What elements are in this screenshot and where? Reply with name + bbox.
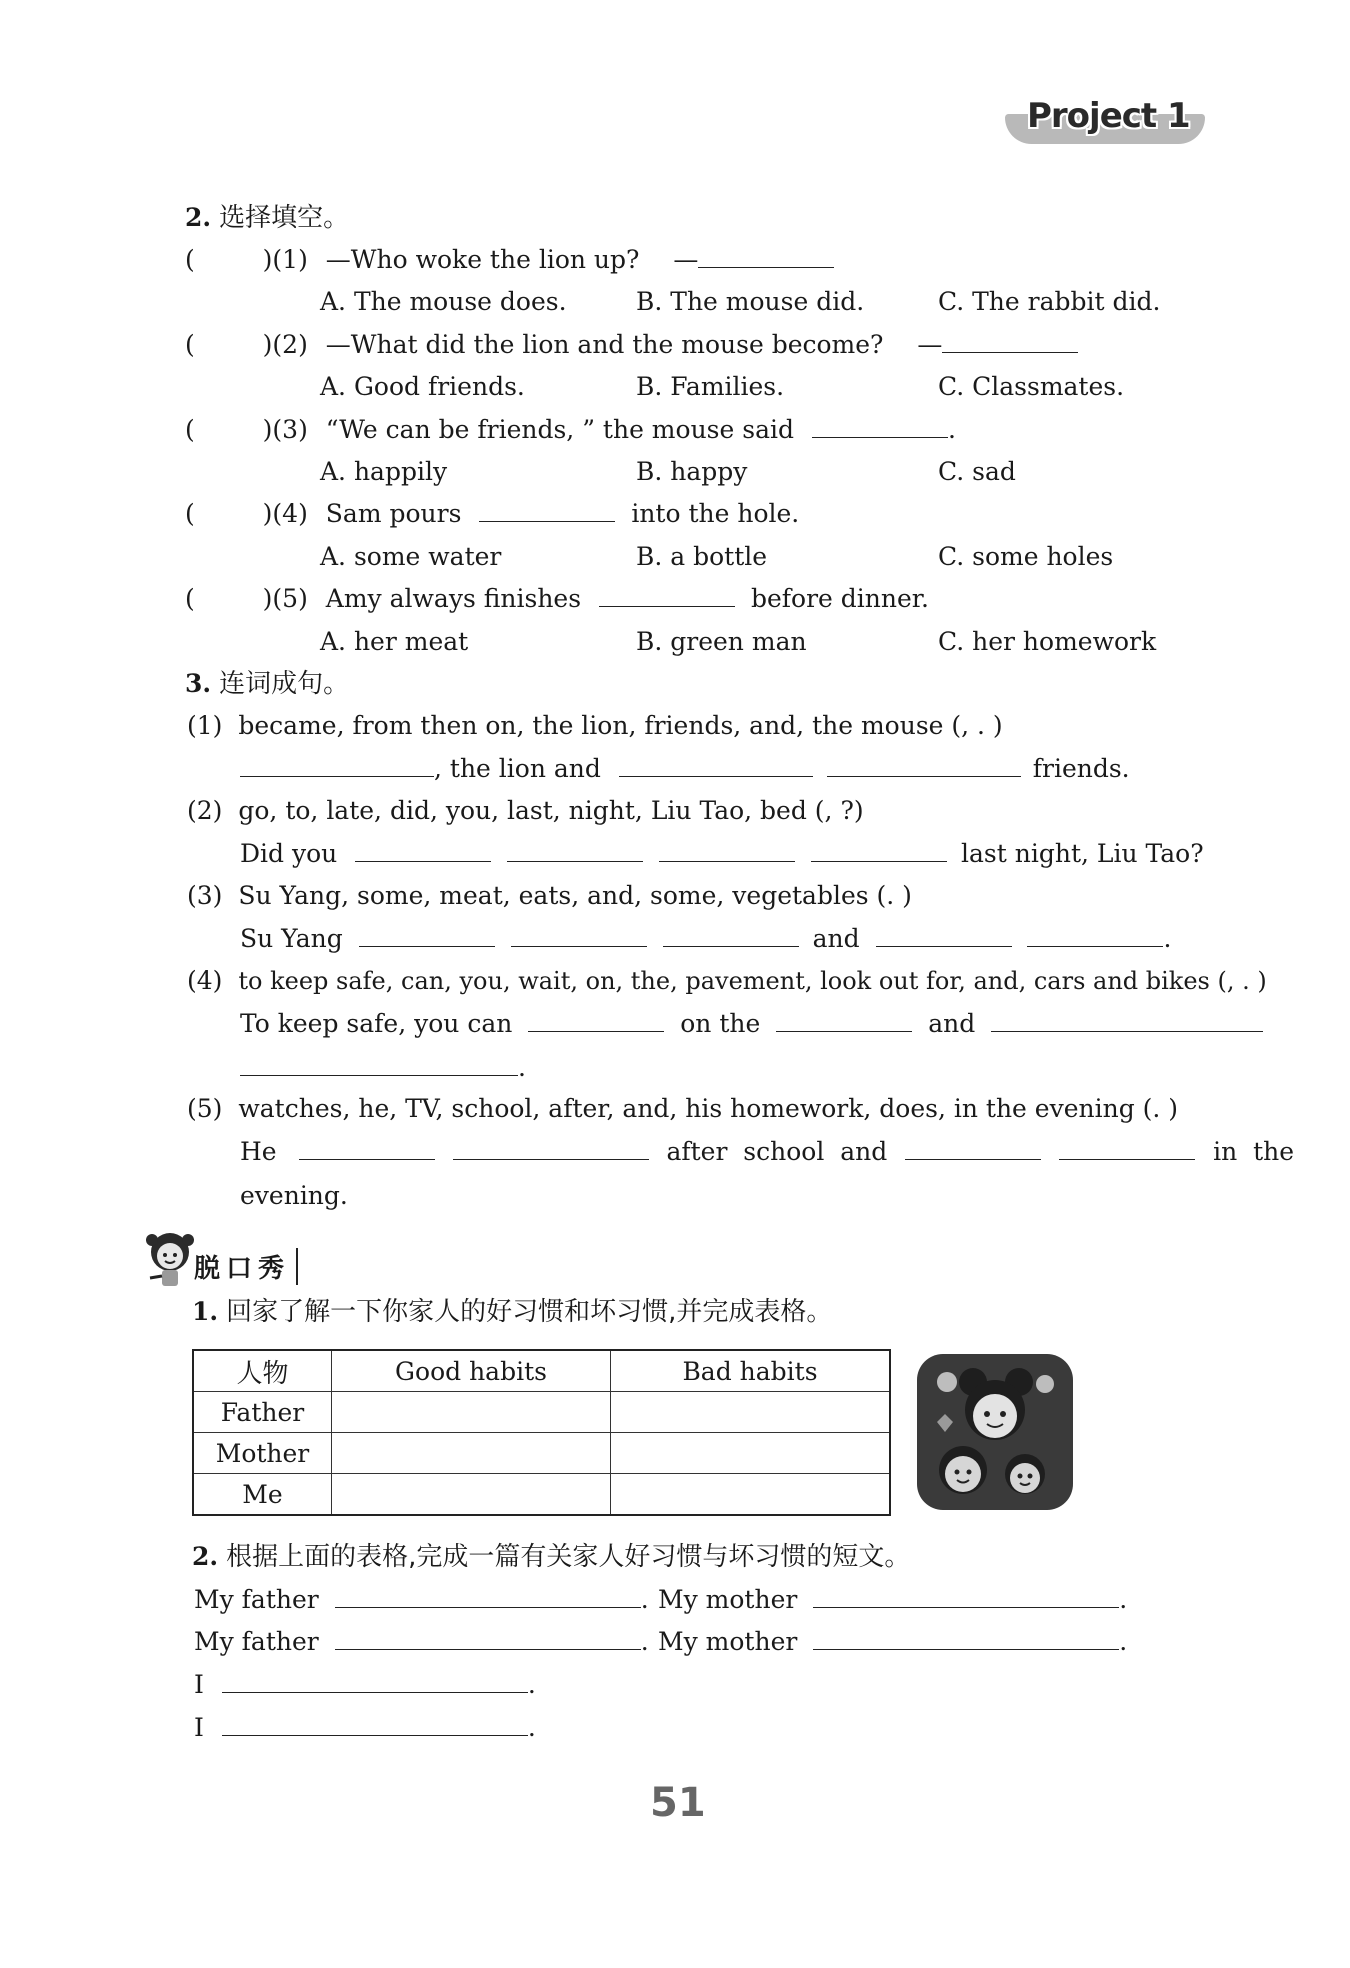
- answer-blank[interactable]: [813, 1627, 1119, 1650]
- answer-blank[interactable]: [511, 924, 647, 947]
- answer-blank[interactable]: [659, 839, 795, 862]
- page-number: 51: [650, 1780, 706, 1826]
- table-header-row: [193, 1350, 890, 1392]
- writing-line-4: I .: [194, 1713, 536, 1742]
- habits-table: [192, 1349, 891, 1516]
- s3-item-3-answer: Su Yang and .: [240, 924, 1172, 953]
- answer-blank[interactable]: [812, 415, 948, 438]
- s3-item-4-answer-cont: .: [240, 1052, 526, 1084]
- bad-habits-cell[interactable]: [611, 1392, 891, 1433]
- s3-item-1-words: (1) became, from then on, the lion, friends, and, the mouse (, . ): [187, 711, 1003, 740]
- answer-blank[interactable]: [876, 924, 1012, 947]
- s3-item-2-answer: Did you last night, Liu Tao?: [240, 839, 1204, 868]
- answer-blank[interactable]: [827, 754, 1021, 777]
- question-3: ( )(3) “We can be friends, ” the mouse said .: [185, 415, 956, 444]
- writing-line-2b: My mother .: [658, 1627, 1128, 1656]
- row-label: Father: [193, 1392, 332, 1433]
- q2-option-b: B. Families.: [636, 372, 785, 401]
- s3-item-2-words: (2) go, to, late, did, you, last, night, Liu Tao, bed (, ?): [187, 796, 864, 825]
- table-row: [193, 1474, 890, 1516]
- s3-item-3-words: (3) Su Yang, some, meat, eats, and, some, vegetables (. ): [187, 881, 912, 910]
- project-banner: [1005, 96, 1205, 156]
- table-header-cell: Good habits: [332, 1350, 611, 1392]
- q3-option-c: C. sad: [938, 457, 1016, 486]
- question-4: ( )(4) Sam pours into the hole.: [185, 499, 800, 528]
- answer-blank[interactable]: [335, 1585, 641, 1608]
- s3-item-4-words: (4) to keep safe, can, you, wait, on, the, pavement, look out for, and, cars and bikes (, . ): [187, 966, 1267, 995]
- good-habits-cell[interactable]: [332, 1474, 611, 1516]
- answer-blank[interactable]: [599, 584, 735, 607]
- answer-blank[interactable]: [991, 1009, 1263, 1032]
- answer-blank[interactable]: [942, 330, 1078, 353]
- answer-blank[interactable]: [335, 1627, 641, 1650]
- question-1: ( )(1) —Who woke the lion up? —: [185, 244, 834, 276]
- s3-item-5-answer: He after school and in the: [240, 1137, 1295, 1166]
- answer-blank[interactable]: [811, 839, 947, 862]
- answer-blank[interactable]: [479, 499, 615, 522]
- s3-item-5-words: (5) watches, he, TV, school, after, and, his homework, does, in the evening (. ): [187, 1094, 1179, 1123]
- task1-instruction: 1. 回家了解一下你家人的好习惯和坏习惯,并完成表格。: [192, 1297, 833, 1327]
- row-label: Me: [193, 1474, 332, 1516]
- talk-show-title: 脱口秀: [194, 1248, 298, 1285]
- q1-option-c: C. The rabbit did.: [938, 287, 1161, 316]
- s3-item-1-answer: , the lion and friends.: [240, 753, 1130, 785]
- q2-option-a: A. Good friends.: [320, 372, 525, 401]
- answer-blank[interactable]: [619, 754, 813, 777]
- table-header-cell: 人物: [193, 1350, 332, 1392]
- answer-blank[interactable]: [240, 754, 434, 777]
- q5-option-c: C. her homework: [938, 627, 1157, 656]
- writing-line-1b: My mother .: [658, 1585, 1128, 1614]
- section3-heading: 3. 连词成句。: [185, 669, 350, 699]
- answer-blank[interactable]: [453, 1137, 649, 1160]
- q1-option-b: B. The mouse did.: [636, 287, 865, 316]
- family-illustration-icon: [915, 1352, 1075, 1512]
- answer-blank[interactable]: [776, 1009, 912, 1032]
- answer-blank[interactable]: [299, 1137, 435, 1160]
- project-label: Project 1: [1027, 96, 1190, 136]
- q1-option-a: A. The mouse does.: [320, 287, 567, 316]
- answer-blank[interactable]: [1027, 924, 1163, 947]
- good-habits-cell[interactable]: [332, 1392, 611, 1433]
- writing-line-3: I .: [194, 1670, 536, 1699]
- q3-option-b: B. happy: [636, 457, 748, 486]
- answer-blank[interactable]: [222, 1713, 528, 1736]
- question-2: ( )(2) —What did the lion and the mouse become? —: [185, 329, 1078, 361]
- table-row: [193, 1433, 890, 1474]
- q5-option-a: A. her meat: [320, 627, 469, 656]
- q3-option-a: A. happily: [320, 457, 448, 486]
- s3-item-4-answer: To keep safe, you can on the and: [240, 1008, 1263, 1040]
- answer-blank[interactable]: [663, 924, 799, 947]
- row-label: Mother: [193, 1433, 332, 1474]
- q2-option-c: C. Classmates.: [938, 372, 1125, 401]
- answer-blank[interactable]: [240, 1053, 518, 1076]
- q4-option-c: C. some holes: [938, 542, 1114, 571]
- answer-blank[interactable]: [507, 839, 643, 862]
- task2-instruction: 2. 根据上面的表格,完成一篇有关家人好习惯与坏习惯的短文。: [192, 1542, 911, 1572]
- table-row: [193, 1392, 890, 1433]
- talk-show-header: [140, 1228, 340, 1292]
- answer-blank[interactable]: [222, 1670, 528, 1693]
- answer-blank[interactable]: [813, 1585, 1119, 1608]
- bad-habits-cell[interactable]: [611, 1433, 891, 1474]
- answer-blank[interactable]: [355, 839, 491, 862]
- answer-blank[interactable]: [528, 1009, 664, 1032]
- answer-blank[interactable]: [1059, 1137, 1195, 1160]
- q4-option-a: A. some water: [320, 542, 502, 571]
- table-header-cell: Bad habits: [611, 1350, 891, 1392]
- answer-blank[interactable]: [905, 1137, 1041, 1160]
- good-habits-cell[interactable]: [332, 1433, 611, 1474]
- question-5: ( )(5) Amy always finishes before dinner.: [185, 584, 929, 613]
- q4-option-b: B. a bottle: [636, 542, 768, 571]
- writing-line-1: My father .: [194, 1585, 649, 1614]
- section2-heading: 2. 选择填空。: [185, 203, 350, 233]
- bad-habits-cell[interactable]: [611, 1474, 891, 1516]
- answer-blank[interactable]: [359, 924, 495, 947]
- writing-line-2: My father .: [194, 1627, 649, 1656]
- answer-blank[interactable]: [698, 245, 834, 268]
- girl-mascot-icon: [140, 1228, 196, 1292]
- q5-option-b: B. green man: [636, 627, 807, 656]
- s3-item-5-answer-cont: evening.: [240, 1181, 348, 1210]
